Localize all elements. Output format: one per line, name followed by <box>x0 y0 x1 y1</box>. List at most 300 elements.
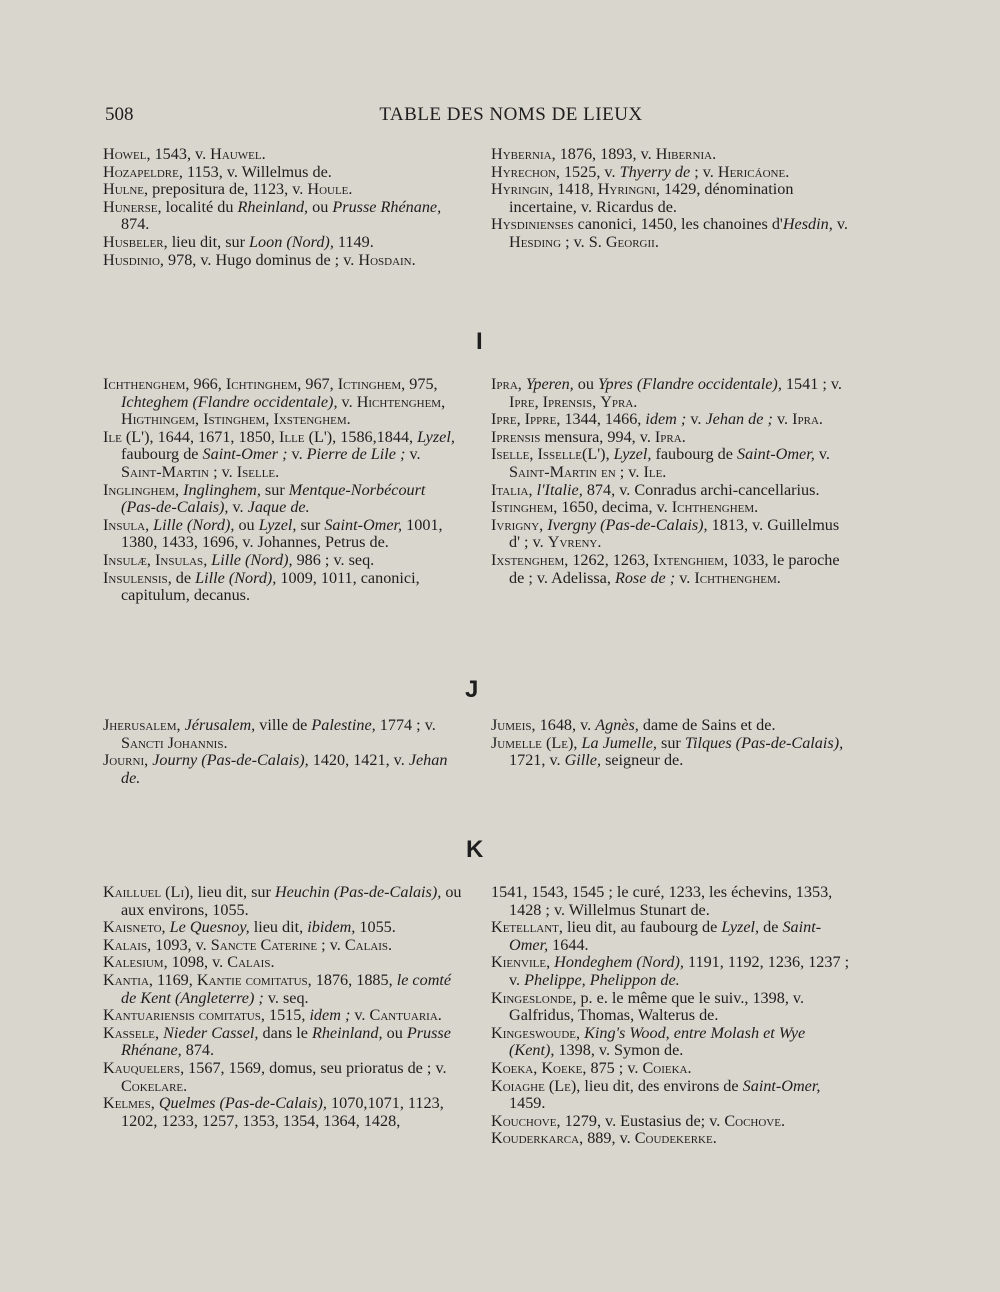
entry-text: , <box>203 550 212 569</box>
headword: Hosdain <box>358 250 412 269</box>
italic-text: Lille (Nord), <box>153 515 235 534</box>
entry-text: . <box>687 1058 692 1077</box>
index-entry <box>491 517 853 552</box>
headword: Hyringin <box>491 180 550 199</box>
entry-text: seigneur de. <box>601 751 684 770</box>
index-entry <box>491 990 853 1025</box>
entry-text: , 1648, v. <box>531 716 596 734</box>
headword: Yvreny <box>547 533 598 552</box>
entry-text: , 1429, dénomination incertaine, v. Ricardus de. <box>509 180 794 216</box>
headword: Ichthenghem <box>671 498 755 517</box>
entry-text: . <box>348 180 353 199</box>
entry-text: 1774 ; v. <box>375 716 436 734</box>
entry-text: lieu dit, <box>249 918 308 937</box>
headword: Sancti Johannis <box>121 733 224 752</box>
index-entry <box>491 735 853 770</box>
headword: Iprensis <box>542 392 593 411</box>
entry-text: dame de Sains et de. <box>638 716 776 734</box>
headword: Calais <box>344 935 389 954</box>
entry-text: . <box>754 498 759 517</box>
entry-text: v. seq. <box>263 988 309 1007</box>
headword: Isselle(L') <box>537 445 606 464</box>
section-letter-k: K <box>466 836 484 863</box>
entry-text: . <box>270 953 275 972</box>
italic-text: Nieder Cassel, <box>163 1023 259 1042</box>
entry-text: v. <box>814 445 830 464</box>
entry-text: , 975, <box>401 375 438 393</box>
entry-text: , 1169, <box>148 970 197 989</box>
entry-text: ou <box>573 375 598 393</box>
headword: Istinghem <box>203 410 266 429</box>
entry-text: , 1515, <box>260 1006 310 1025</box>
entry-text: , 967, <box>297 375 338 393</box>
headword: Cochove <box>724 1111 781 1130</box>
index-entry <box>103 234 463 252</box>
headword: Ichtinghem <box>225 375 298 393</box>
entry-text: , <box>517 375 526 393</box>
entry-text: canonici, 1450, les chanoines d' <box>573 215 783 234</box>
index-entry <box>491 1130 853 1148</box>
headword: Inglinghem <box>103 480 175 499</box>
entry-text: , <box>534 392 543 411</box>
headword: Hericáone <box>717 162 786 181</box>
headword: Ictinghem <box>337 375 402 393</box>
headword: Hysdinienses <box>491 215 574 234</box>
headword: Insulensis <box>103 568 168 587</box>
headword: Coieka <box>642 1058 688 1077</box>
headword: Jherusalem <box>103 716 177 734</box>
entry-text: , <box>605 445 614 464</box>
headword: Ippre <box>524 410 557 429</box>
headword: Saint-Martin <box>121 462 210 481</box>
headword: Ichthenghem <box>694 568 777 587</box>
entry-text: sur <box>656 733 685 752</box>
page-number: 508 <box>105 104 134 125</box>
entry-text: v. <box>337 392 357 411</box>
index-entry <box>491 884 853 919</box>
entry-text: v. <box>675 568 695 587</box>
headword: Higthingem <box>121 410 196 429</box>
index-entry <box>491 1025 853 1060</box>
headword: Kantia <box>103 970 149 989</box>
headword: Ile <box>643 462 663 481</box>
italic-text: King's Wood, entre Molash et Wye (Kent), <box>509 1023 806 1060</box>
entry-text: , <box>533 1058 542 1077</box>
index-entry <box>103 919 463 937</box>
italic-text: idem ; <box>645 410 687 429</box>
italic-text: Hesdin, <box>782 215 833 234</box>
entry-text: faubourg de <box>121 445 203 464</box>
index-entry <box>103 1007 463 1025</box>
headword: Insulas <box>155 550 204 569</box>
entry-text: v. <box>405 445 421 464</box>
headword: Journi <box>103 751 145 770</box>
entry-text: , <box>546 953 555 972</box>
entry-text: , <box>516 410 525 429</box>
italic-text: Saint-Omer, <box>509 918 822 954</box>
italic-text: Thyerry de <box>619 162 691 181</box>
headword: Ixstenghem <box>491 550 565 569</box>
index-entry <box>103 1060 463 1095</box>
column-right <box>491 146 853 252</box>
italic-text: Saint-Omer, <box>736 445 815 464</box>
italic-text: Lyzel, <box>258 515 297 534</box>
running-header <box>105 104 917 134</box>
entry-text: , <box>528 480 537 499</box>
column-left <box>103 884 463 1130</box>
headword: Kienvile <box>491 953 547 972</box>
headword: Hauwel <box>210 145 262 163</box>
headword: Iselle <box>236 462 276 481</box>
index-entry <box>491 446 853 481</box>
italic-text: le comté de Kent (Angleterre) ; <box>121 970 452 1007</box>
index-entry <box>491 146 853 164</box>
entry-text: 1149. <box>333 232 374 251</box>
index-entry <box>103 884 463 919</box>
index-entry <box>103 146 463 164</box>
entry-text: , 875 ; v. <box>582 1058 643 1077</box>
headword: Cokelare <box>121 1076 184 1095</box>
entry-text: , <box>145 515 154 534</box>
entry-text: 1813, v. Guillelmus d' ; v. <box>509 515 840 552</box>
entry-text: ou <box>308 197 333 216</box>
entry-text: . <box>411 250 416 269</box>
headword: Insulæ <box>103 550 147 569</box>
headword: Ypra <box>600 392 634 411</box>
headword: Hesding <box>509 232 562 251</box>
italic-text: Heuchin (Pas-de-Calais), <box>274 883 442 901</box>
headword: Jumeis <box>491 716 532 734</box>
index-entry <box>103 252 463 270</box>
index-entry <box>103 164 463 182</box>
entry-text: . <box>681 427 686 446</box>
italic-text: Le Quesnoy, <box>169 918 250 937</box>
headword: Hozapeldre <box>103 162 179 181</box>
entry-text: , <box>176 716 185 734</box>
index-entry <box>103 954 463 972</box>
entry-text: , 1279, v. Eustasius de; v. <box>556 1111 725 1130</box>
index-entry <box>491 1113 853 1131</box>
italic-text: ibidem, <box>307 918 356 937</box>
index-entry <box>103 570 463 605</box>
entry-text: 874, v. Conradus archi-cancellarius. <box>582 480 820 499</box>
headword: Hybernia <box>491 145 552 163</box>
headword: Kantuariensis comitatus <box>103 1006 261 1025</box>
headword: Hulne <box>103 180 145 199</box>
italic-text: Pierre de Lile ; <box>306 445 406 464</box>
index-entry <box>103 517 463 552</box>
entry-text: v. <box>228 498 248 517</box>
headword: Kaisneto <box>103 918 162 937</box>
headword: Ipre <box>509 392 535 411</box>
entry-text: . <box>261 145 266 163</box>
index-entry <box>491 216 853 251</box>
headword: Hyringni <box>597 180 656 199</box>
index-entry <box>103 376 463 429</box>
column-right <box>491 884 853 1148</box>
entry-text: , <box>573 733 582 752</box>
headword: Kailluel (Li) <box>103 883 190 901</box>
italic-text: Hondeghem (Nord), <box>554 953 684 972</box>
column-left <box>103 146 463 269</box>
entry-text: ou <box>234 515 259 534</box>
entry-text: . <box>662 462 667 481</box>
entry-text: , 1262, 1263, <box>564 550 654 569</box>
entry-text: 986 ; v. seq. <box>292 550 375 569</box>
entry-text: , 978, v. Hugo dominus de ; v. <box>159 250 359 269</box>
entry-text: sur <box>260 480 289 499</box>
entry-text: de <box>759 918 783 937</box>
entry-text: , 1876, 1885, <box>307 970 397 989</box>
italic-text: Palestine, <box>311 716 376 734</box>
entry-text: , 966, <box>185 375 226 393</box>
index-entry <box>103 181 463 199</box>
entry-text: v. <box>287 445 307 464</box>
entry-text: , <box>150 1094 159 1113</box>
headword: Kingeslonde <box>491 988 573 1007</box>
headword: Kelmes <box>103 1094 151 1113</box>
headword: Istinghem <box>491 498 554 517</box>
entry-text: , p. e. le même que le suiv., 1398, v. Galfridus, Thomas, Walterus de. <box>509 988 805 1025</box>
italic-text: Jehan de ; <box>705 410 773 429</box>
index-entry <box>103 199 463 234</box>
entry-text: , <box>195 410 204 429</box>
index-entry <box>103 1095 463 1130</box>
entry-text: . <box>346 410 351 429</box>
entry-text: 1721, v. <box>509 751 565 770</box>
entry-text: , <box>265 410 274 429</box>
headword: Koeka <box>491 1058 534 1077</box>
entry-text: 1420, 1421, v. <box>308 751 409 770</box>
index-entry <box>103 937 463 955</box>
entry-text: , <box>441 392 446 411</box>
entry-text: , 1418, <box>549 180 598 199</box>
entry-text: , <box>539 515 548 534</box>
italic-text: Rose de ; <box>614 568 676 587</box>
entry-text: , prepositura de, 1123, v. <box>144 180 308 199</box>
entry-text: . <box>633 392 638 411</box>
index-entry <box>491 376 853 411</box>
headword: Ichthenghem <box>103 375 186 393</box>
italic-text: Prusse Rhénane, <box>121 1023 451 1060</box>
italic-text: Agnès, <box>595 716 639 734</box>
entry-text: , 889, v. <box>579 1129 635 1148</box>
italic-text: Saint-Omer, <box>324 515 403 534</box>
entry-text: . <box>275 462 280 481</box>
headword: Ketellant <box>491 918 559 937</box>
entry-text: sur <box>296 515 325 534</box>
entry-text: . <box>780 1111 786 1130</box>
entry-text: , 1644, 1671, 1850, <box>149 427 279 446</box>
entry-text: , 1098, v. <box>163 953 228 972</box>
entry-text: v. <box>350 1006 370 1025</box>
headword: Hyrechon <box>491 162 556 181</box>
entry-text: , <box>592 392 601 411</box>
headword: Insula <box>103 515 146 534</box>
entry-text: ; v. <box>209 462 237 481</box>
entry-text: faubourg de <box>651 445 737 464</box>
entry-text: v. <box>832 215 848 234</box>
entry-text: v. <box>772 410 793 429</box>
index-entry <box>491 552 853 587</box>
entry-text: , 1093, v. <box>147 935 211 954</box>
entry-text: , lieu dit, au faubourg de <box>558 918 722 937</box>
italic-text: Loon (Nord), <box>249 232 334 251</box>
entry-text: . <box>785 162 790 181</box>
entry-text: 1644. <box>548 935 589 954</box>
italic-text: Saint-Omer ; <box>202 445 288 464</box>
headword: Kassele <box>103 1023 156 1042</box>
entry-text: 1055. <box>355 918 396 937</box>
entry-text: , de <box>167 568 196 587</box>
headword: Cantuaria <box>369 1006 438 1025</box>
index-entry <box>491 482 853 500</box>
italic-text: Saint-Omer, <box>742 1076 821 1095</box>
entry-text: ou <box>382 1023 407 1042</box>
headword: S. Georgii <box>588 232 655 251</box>
entry-text: . <box>437 1006 442 1025</box>
index-entry <box>103 429 463 482</box>
italic-text: l'Italie, <box>536 480 583 499</box>
headword: Iselle <box>491 445 530 464</box>
headword: Hunerse <box>103 197 158 216</box>
italic-text: Jaque de. <box>247 498 310 517</box>
headword: Kingeswoude <box>491 1023 577 1042</box>
column-right <box>491 717 853 770</box>
entry-text: , <box>576 1023 585 1042</box>
entry-text: 1541, 1543, 1545 ; le curé, 1233, les échevins, 1353, 1428 ; v. Willelmus Stunart de. <box>491 883 833 919</box>
italic-text: La Jumelle, <box>581 733 657 752</box>
italic-text: idem ; <box>309 1006 351 1025</box>
entry-text: . <box>818 410 823 429</box>
headword: Kantie comitatus <box>196 970 308 989</box>
entry-text: ville de <box>255 716 312 734</box>
entry-text: , lieu dit, sur <box>189 883 275 901</box>
italic-text: Tilques (Pas-de-Calais), <box>684 733 844 752</box>
entry-text: . <box>183 1076 188 1095</box>
headword: Husdinio <box>103 250 160 269</box>
italic-text: Rheinland, <box>311 1023 383 1042</box>
entry-text: 1541 ; v. <box>781 375 842 393</box>
entry-text: 874. <box>181 1041 215 1060</box>
headword: Coudekerke <box>634 1129 713 1148</box>
column-left <box>103 717 463 787</box>
section-letter-i: I <box>476 328 483 355</box>
headword: Ipra <box>792 410 819 429</box>
index-entry <box>103 482 463 517</box>
headword: Iprensis <box>491 427 541 446</box>
entry-text: , 1033, le paroche de ; v. Adelissa, <box>509 550 840 587</box>
entry-text: , localité du <box>157 197 238 216</box>
headword: Hibernia <box>655 145 713 163</box>
entry-text: ; v. <box>690 162 718 181</box>
index-entry <box>491 164 853 182</box>
italic-text: Ypres (Flandre occidentale), <box>598 375 782 393</box>
entry-text: , 1650, decima, v. <box>553 498 672 517</box>
italic-text: Mentque-Norbécourt (Pas-de-Calais), <box>121 480 426 517</box>
headword: Hichtenghem <box>356 392 442 411</box>
headword: Kouchove <box>491 1111 557 1130</box>
italic-text: Jérusalem, <box>184 716 256 734</box>
entry-text: . <box>388 935 393 954</box>
headword: Koiaghe (Le) <box>491 1076 577 1095</box>
headword: Howel <box>103 145 147 163</box>
headword: Ixstenghem <box>273 410 347 429</box>
headword: Kalesium <box>103 953 164 972</box>
italic-text: Inglinghem, <box>183 480 261 499</box>
index-entry <box>103 752 463 787</box>
headword: Kauquelers <box>103 1058 181 1077</box>
headword: Ille (L') <box>278 427 333 446</box>
entry-text: . <box>712 145 717 163</box>
entry-text: , <box>155 1023 164 1042</box>
index-entry <box>491 411 853 429</box>
column-left <box>103 376 463 605</box>
entry-text: v. <box>686 410 706 429</box>
headword: Ivrigny <box>491 515 540 534</box>
entry-text: . <box>776 568 781 587</box>
entry-text: , 1586,1844, <box>332 427 418 446</box>
italic-text: Rheinland, <box>237 197 309 216</box>
headword: Husbeler <box>103 232 164 251</box>
entry-text: , 1344, 1466, <box>556 410 646 429</box>
italic-text: Lyzel, <box>613 445 652 464</box>
entry-text: ; v. <box>317 935 345 954</box>
entry-text: , 1876, 1893, v. <box>551 145 656 163</box>
index-entry <box>491 1060 853 1078</box>
entry-text: ou aux environs, 1055. <box>121 883 462 919</box>
italic-text: Ivergny (Pas-de-Calais), <box>547 515 708 534</box>
headword: Ipre <box>491 410 517 429</box>
section-letter-j: J <box>465 676 479 703</box>
entry-text: ; v. <box>561 232 589 251</box>
entry-text: , <box>175 480 184 499</box>
headword: Italia <box>491 480 529 499</box>
italic-text: Lyzel, <box>721 918 760 937</box>
entry-text: 874. <box>121 215 150 234</box>
headword: Ile (L') <box>103 427 150 446</box>
entry-text: , 1543, v. <box>146 145 211 163</box>
entry-text: , 1525, v. <box>555 162 620 181</box>
entry-text: , 1567, 1569, domus, seu prioratus de ; v. <box>180 1058 447 1077</box>
running-title: TABLE DES NOMS DE LIEUX <box>379 104 643 125</box>
entry-text: , lieu dit, sur <box>163 232 250 251</box>
headword: Kouderkarca <box>491 1129 580 1148</box>
italic-text: Ichteghem (Flandre occidentale), <box>121 392 338 411</box>
entry-text: 1070,1071, 1123, 1202, 1233, 1257, 1353, 1354, 1364, 1428, <box>121 1094 444 1130</box>
headword: Ixtenghiem <box>653 550 725 569</box>
headword: Kalais <box>103 935 148 954</box>
italic-text: Gille, <box>564 751 602 770</box>
index-entry <box>491 954 853 989</box>
entry-text: , <box>529 445 538 464</box>
index-entry <box>491 181 853 216</box>
headword: Calais <box>227 953 271 972</box>
italic-text: Prusse Rhénane, <box>332 197 442 216</box>
entry-text: . <box>654 232 659 251</box>
entry-text: . <box>223 733 228 752</box>
index-entry <box>103 972 463 1007</box>
italic-text: Lyzel, <box>417 427 455 446</box>
entry-text: 1191, 1192, 1236, 1237 ; v. <box>509 953 850 989</box>
entry-text: 1001, 1380, 1433, 1696, v. Johannes, Petrus de. <box>121 515 443 552</box>
entry-text: , <box>144 751 153 770</box>
italic-text: Phelippe, Phelippon de. <box>524 970 680 989</box>
entry-text: , lieu dit, des environs de <box>576 1076 743 1095</box>
entry-text: . <box>712 1129 717 1148</box>
column-right <box>491 376 853 587</box>
index-entry <box>491 1078 853 1113</box>
